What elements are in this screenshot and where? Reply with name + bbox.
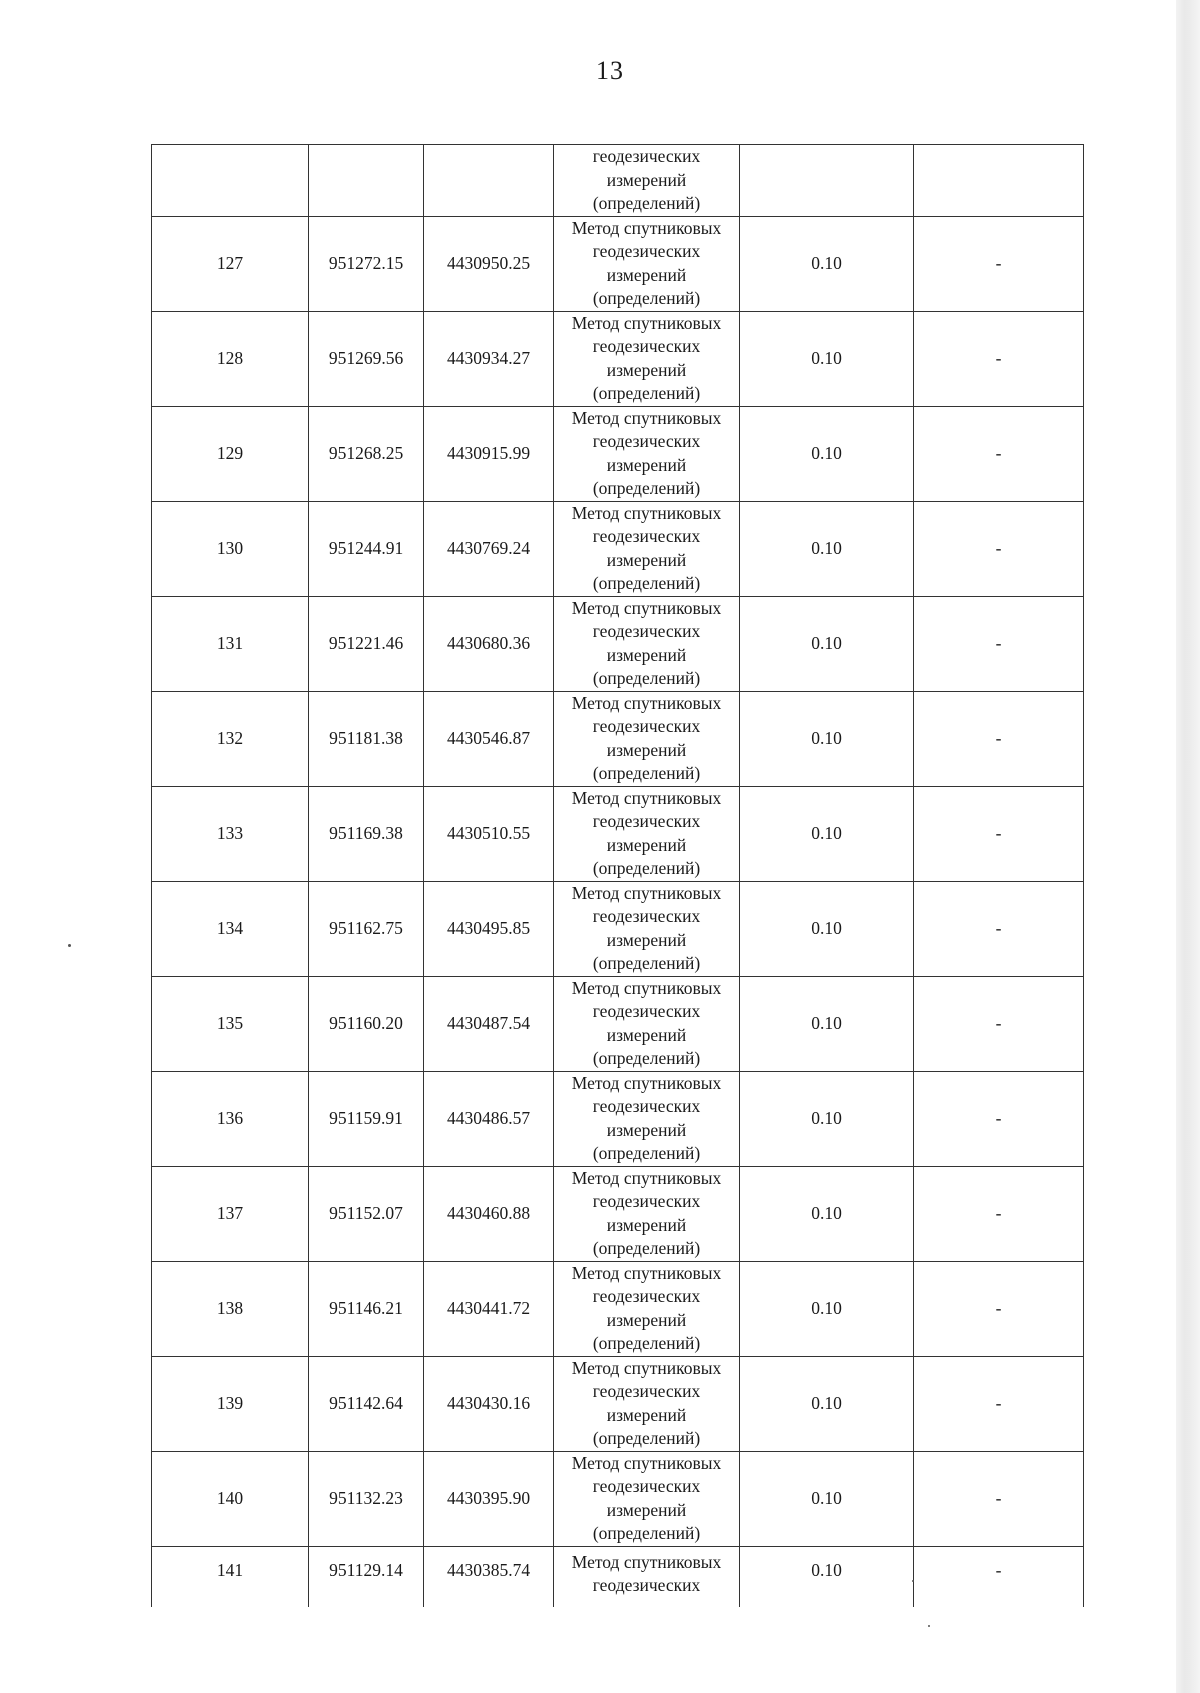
- method-line: измерений: [606, 1024, 687, 1045]
- cell-method: [554, 1546, 740, 1607]
- cell-method: [554, 311, 740, 406]
- cell-method: [554, 691, 740, 786]
- method-line: измерений: [606, 1499, 687, 1520]
- cell-num: 130: [152, 501, 309, 596]
- scan-speck: [912, 1580, 914, 1582]
- table-row: [152, 1071, 1084, 1166]
- cell-error: 0.10: [740, 1546, 914, 1607]
- cell-x: [309, 145, 424, 217]
- cell-num: 131: [152, 596, 309, 691]
- cell-x: 951221.46: [309, 596, 424, 691]
- method-line: геодезических: [592, 811, 701, 831]
- cell-method: [554, 1451, 740, 1546]
- cell-note: -: [914, 406, 1084, 501]
- cell-num: [152, 145, 309, 217]
- method-line: Метод спутниковых: [571, 787, 722, 808]
- cell-x: 951162.75: [309, 881, 424, 976]
- method-line: (определений): [592, 1333, 701, 1353]
- cell-method: [554, 881, 740, 976]
- cell-num: 132: [152, 691, 309, 786]
- cell-error: 0.10: [740, 596, 914, 691]
- cell-note: -: [914, 691, 1084, 786]
- cell-x: 951181.38: [309, 691, 424, 786]
- method-line: (определений): [592, 763, 701, 783]
- table-row: [152, 881, 1084, 976]
- table-row-continued: [152, 145, 1084, 217]
- cell-note: -: [914, 1071, 1084, 1166]
- cell-note: -: [914, 1261, 1084, 1356]
- cell-y: 4430441.72: [424, 1261, 554, 1356]
- table-row: [152, 1261, 1084, 1356]
- cell-note: [914, 145, 1084, 217]
- method-line: Метод спутниковых: [571, 1167, 722, 1188]
- method-line: измерений: [606, 834, 687, 855]
- cell-y: 4430460.88: [424, 1166, 554, 1261]
- cell-y: 4430430.16: [424, 1356, 554, 1451]
- cell-x: 951269.56: [309, 311, 424, 406]
- table-row: [152, 1356, 1084, 1451]
- method-line: измерений: [606, 739, 687, 760]
- cell-x: 951129.14: [309, 1546, 424, 1607]
- cell-error: 0.10: [740, 881, 914, 976]
- cell-note: -: [914, 216, 1084, 311]
- cell-x: 951132.23: [309, 1451, 424, 1546]
- cell-note: -: [914, 1356, 1084, 1451]
- method-line: геодезических: [592, 431, 701, 451]
- method-line: (определений): [592, 858, 701, 878]
- method-line: Метод спутниковых: [571, 1551, 722, 1572]
- method-line: геодезических: [592, 1096, 701, 1116]
- cell-note: -: [914, 786, 1084, 881]
- cell-error: 0.10: [740, 1261, 914, 1356]
- method-line: измерений: [606, 1214, 687, 1235]
- cell-method: [554, 145, 740, 217]
- table-row: [152, 1166, 1084, 1261]
- cell-error: 0.10: [740, 1451, 914, 1546]
- scan-speck: [928, 1625, 930, 1627]
- cell-error: 0.10: [740, 216, 914, 311]
- cell-num: 128: [152, 311, 309, 406]
- method-line: Метод спутниковых: [571, 502, 722, 523]
- page-number: 13: [596, 56, 624, 85]
- cell-error: 0.10: [740, 1166, 914, 1261]
- scan-speck: [68, 944, 71, 947]
- table-row: [152, 1546, 1084, 1607]
- cell-error: [740, 145, 914, 217]
- table-row: [152, 501, 1084, 596]
- cell-num: 137: [152, 1166, 309, 1261]
- method-line: (определений): [592, 953, 701, 973]
- cell-method: [554, 406, 740, 501]
- cell-num: 140: [152, 1451, 309, 1546]
- method-line: геодезических: [592, 906, 701, 926]
- cell-y: 4430680.36: [424, 596, 554, 691]
- method-line: геодезических: [592, 146, 701, 166]
- coordinates-table-body: [152, 145, 1084, 1607]
- table-row: [152, 216, 1084, 311]
- method-line: измерений: [606, 264, 687, 285]
- cell-x: 951160.20: [309, 976, 424, 1071]
- cell-y: 4430546.87: [424, 691, 554, 786]
- cell-note: -: [914, 1166, 1084, 1261]
- method-line: геодезических: [592, 716, 701, 736]
- cell-y: [424, 145, 554, 217]
- method-line: измерений: [606, 169, 687, 190]
- cell-method: [554, 1071, 740, 1166]
- cell-x: 951159.91: [309, 1071, 424, 1166]
- table-row: [152, 786, 1084, 881]
- method-line: измерений: [606, 549, 687, 570]
- cell-x: 951272.15: [309, 216, 424, 311]
- method-line: измерений: [606, 454, 687, 475]
- cell-y: 4430510.55: [424, 786, 554, 881]
- cell-x: 951268.25: [309, 406, 424, 501]
- cell-method: [554, 1261, 740, 1356]
- method-line: (определений): [592, 573, 701, 593]
- method-line: Метод спутниковых: [571, 217, 722, 238]
- table-row: [152, 691, 1084, 786]
- cell-y: 4430769.24: [424, 501, 554, 596]
- cell-x: 951169.38: [309, 786, 424, 881]
- cell-x: 951244.91: [309, 501, 424, 596]
- cell-note: -: [914, 596, 1084, 691]
- method-line: измерений: [606, 359, 687, 380]
- table-row: [152, 976, 1084, 1071]
- method-line: геодезических: [592, 1191, 701, 1211]
- cell-method: [554, 1356, 740, 1451]
- method-line: геодезических: [592, 1001, 701, 1021]
- method-line: (определений): [592, 383, 701, 403]
- cell-x: 951142.64: [309, 1356, 424, 1451]
- cell-method: [554, 1166, 740, 1261]
- table-row: [152, 311, 1084, 406]
- cell-method: [554, 501, 740, 596]
- table-row: [152, 406, 1084, 501]
- cell-y: 4430950.25: [424, 216, 554, 311]
- method-line: (определений): [592, 478, 701, 498]
- cell-method: [554, 976, 740, 1071]
- method-line: измерений: [606, 1309, 687, 1330]
- cell-num: 141: [152, 1546, 309, 1607]
- cell-note: -: [914, 311, 1084, 406]
- method-line: измерений: [606, 644, 687, 665]
- method-line: геодезических: [592, 1381, 701, 1401]
- cell-error: 0.10: [740, 1356, 914, 1451]
- method-line: измерений: [606, 929, 687, 950]
- method-line: измерений: [606, 1404, 687, 1425]
- cell-y: 4430915.99: [424, 406, 554, 501]
- cell-error: 0.10: [740, 1071, 914, 1166]
- method-line: геодезических: [592, 1476, 701, 1496]
- method-line: геодезических: [592, 621, 701, 641]
- coordinates-table: [151, 144, 1084, 1607]
- cell-x: 951146.21: [309, 1261, 424, 1356]
- cell-note: -: [914, 1451, 1084, 1546]
- cell-num: 129: [152, 406, 309, 501]
- cell-y: 4430934.27: [424, 311, 554, 406]
- cell-y: 4430395.90: [424, 1451, 554, 1546]
- cell-x: 951152.07: [309, 1166, 424, 1261]
- cell-y: 4430487.54: [424, 976, 554, 1071]
- method-line: Метод спутниковых: [571, 1452, 722, 1473]
- cell-num: 139: [152, 1356, 309, 1451]
- cell-note: -: [914, 976, 1084, 1071]
- method-line: Метод спутниковых: [571, 1357, 722, 1378]
- cell-note: -: [914, 1546, 1084, 1607]
- method-line: Метод спутниковых: [571, 312, 722, 333]
- method-line: (определений): [592, 193, 701, 213]
- cell-note: -: [914, 501, 1084, 596]
- cell-method: [554, 596, 740, 691]
- cell-error: 0.10: [740, 976, 914, 1071]
- cell-method: [554, 786, 740, 881]
- method-line: (определений): [592, 288, 701, 308]
- method-line: геодезических: [592, 336, 701, 356]
- cell-error: 0.10: [740, 691, 914, 786]
- method-line: (определений): [592, 1428, 701, 1448]
- cell-num: 135: [152, 976, 309, 1071]
- cell-y: 4430486.57: [424, 1071, 554, 1166]
- method-line: геодезических: [592, 241, 701, 261]
- cell-num: 127: [152, 216, 309, 311]
- table-row: [152, 1451, 1084, 1546]
- method-line: Метод спутниковых: [571, 977, 722, 998]
- cell-error: 0.10: [740, 311, 914, 406]
- method-line: геодезических: [592, 526, 701, 546]
- method-line: геодезических: [592, 1286, 701, 1306]
- method-line: Метод спутниковых: [571, 882, 722, 903]
- cell-error: 0.10: [740, 501, 914, 596]
- cell-error: 0.10: [740, 786, 914, 881]
- method-line: Метод спутниковых: [571, 1072, 722, 1093]
- page-edge: [1176, 0, 1200, 1693]
- cell-num: 134: [152, 881, 309, 976]
- method-line: (определений): [592, 668, 701, 688]
- cell-num: 138: [152, 1261, 309, 1356]
- cell-method: [554, 216, 740, 311]
- method-line: Метод спутниковых: [571, 597, 722, 618]
- cell-num: 133: [152, 786, 309, 881]
- cell-num: 136: [152, 1071, 309, 1166]
- method-line: (определений): [592, 1238, 701, 1258]
- method-line: геодезических: [592, 1575, 701, 1595]
- cell-error: 0.10: [740, 406, 914, 501]
- method-line: Метод спутниковых: [571, 692, 722, 713]
- table-row: [152, 596, 1084, 691]
- cell-note: -: [914, 881, 1084, 976]
- method-line: измерений: [606, 1119, 687, 1140]
- method-line: (определений): [592, 1143, 701, 1163]
- cell-y: 4430385.74: [424, 1546, 554, 1607]
- cell-y: 4430495.85: [424, 881, 554, 976]
- method-line: (определений): [592, 1523, 701, 1543]
- method-line: (определений): [592, 1048, 701, 1068]
- method-line: Метод спутниковых: [571, 407, 722, 428]
- method-line: Метод спутниковых: [571, 1262, 722, 1283]
